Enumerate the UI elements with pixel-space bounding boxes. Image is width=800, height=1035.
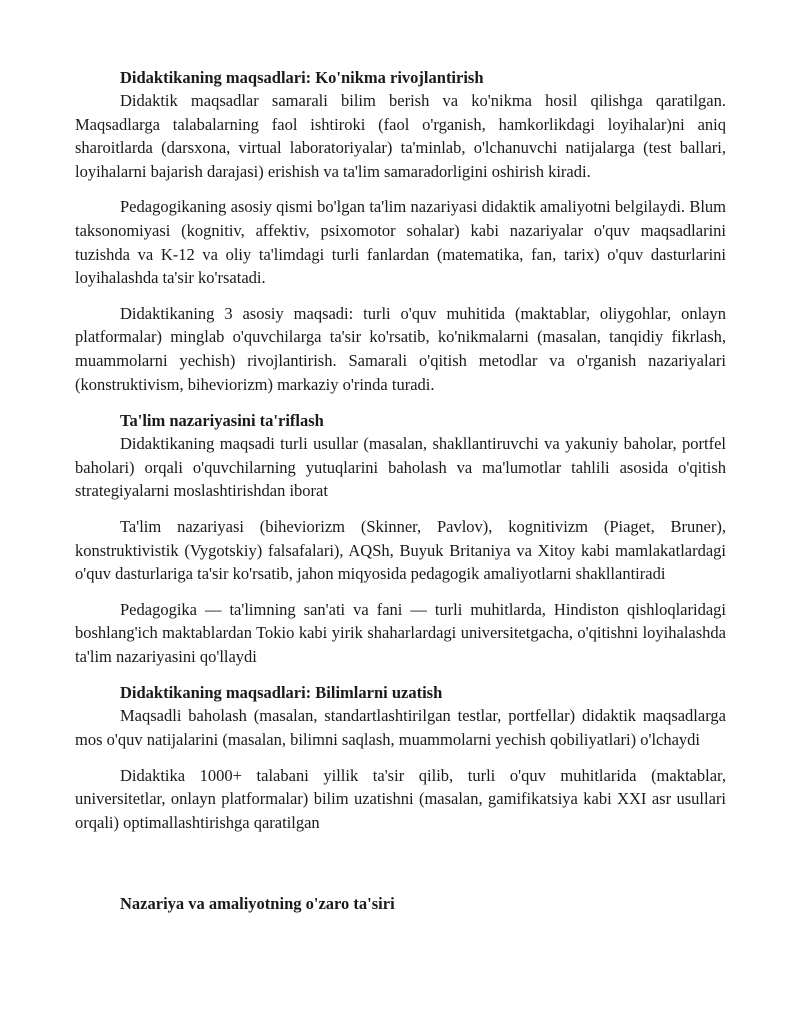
section-heading: Nazariya va amaliyotning o'zaro ta'siri bbox=[120, 894, 395, 914]
paragraph: Didaktik maqsadlar samarali bilim berish va ko'nikma hosil qilishga qaratilgan. Maqsadlarga talabalarning faol ishtiroki (faol o'rganish, hamkorlikdagi loyihalar)ni aniq sharoitlarda (darsxona, virtual laboratoriyalar) ta'minlab, o'lchanuvchi natijalarga (test ballari, loyihalarni bajarish darajasi) erishish va ta'lim samaradorligini oshirish kiradi. bbox=[75, 91, 726, 181]
paragraph: Pedagogika — ta'limning san'ati va fani — turli muhitlarda, Hindiston qishloqlaridagi boshlang'ich maktablardan Tokio kabi yirik shaharlardagi universitetgacha, o'qitishni loyihalashda ta'lim nazariyasini qo'llaydi bbox=[75, 599, 726, 666]
paragraph: Didaktikaning 3 asosiy maqsadi: turli o'quv muhitida (maktablar, oliygohlar, onlayn platformalar) minglab o'quvchilarga ta'sir ko'rsatib, ko'nikmalarni (masalan, tanqidiy fikrlash, muammolarni yechish) rivojlantirish. Samarali o'qitish metodlar va o'rganish nazariyalari (konstruktivism, biheviorizm) markaziy o'rinda turadi. bbox=[75, 303, 726, 394]
section-heading: Didaktikaning maqsadlari: Bilimlarni uzatish bbox=[120, 683, 443, 703]
paragraph: Didaktikaning maqsadi turli usullar (masalan, shakllantiruvchi va yakuniy baholar, portfel baholari) orqali o'quvchilarning yutuqlarini baholash va ma'lumotlar tahlili asosida o'qitish strategiyalarni moslashtirishdan iborat bbox=[75, 434, 726, 501]
paragraph: Pedagogikaning asosiy qismi bo'lgan ta'lim nazariyasi didaktik amaliyotni belgilaydi. Blum taksonomiyasi (kognitiv, affektiv, psixomotor sohalar) kabi nazariyalar o'quv maqsadlarini tuzishda va K-12 va oliy ta'limdagi turli fanlardan (matematika, fan, tarix) o'quv dasturlarini loyihalashda ta'sir ko'rsatadi. bbox=[75, 197, 726, 288]
section-heading: Ta'lim nazariyasini ta'riflash bbox=[120, 411, 324, 431]
section-heading: Didaktikaning maqsadlari: Ko'nikma rivojlantirish bbox=[120, 68, 484, 87]
document-page bbox=[75, 66, 726, 915]
paragraph: Didaktika 1000+ talabani yillik ta'sir qilib, turli o'quv muhitlarida (maktablar, universitetlar, onlayn platformalar) bilim uzatishni (masalan, gamifikatsiya kabi XXI asr usullari orqali) optimallashtirishga qaratilgan bbox=[75, 765, 726, 832]
paragraph: Ta'lim nazariyasi (biheviorizm (Skinner, Pavlov), kognitivizm (Piaget, Bruner), konstruktivistik (Vygotskiy) falsafalari), AQSh, Buyuk Britaniya va Xitoy kabi mamlakatlardagi o'quv dasturlariga ta'sir ko'rsatib, jahon miqyosida pedagogik amaliyotlarni shakllantiradi bbox=[75, 516, 726, 584]
paragraph: Maqsadli baholash (masalan, standartlashtirilgan testlar, portfellar) didaktik maqsadlarga mos o'quv natijalarini (masalan, bilimni saqlash, muammolarni yechish qobiliyatlari) o'lchaydi bbox=[75, 706, 726, 750]
